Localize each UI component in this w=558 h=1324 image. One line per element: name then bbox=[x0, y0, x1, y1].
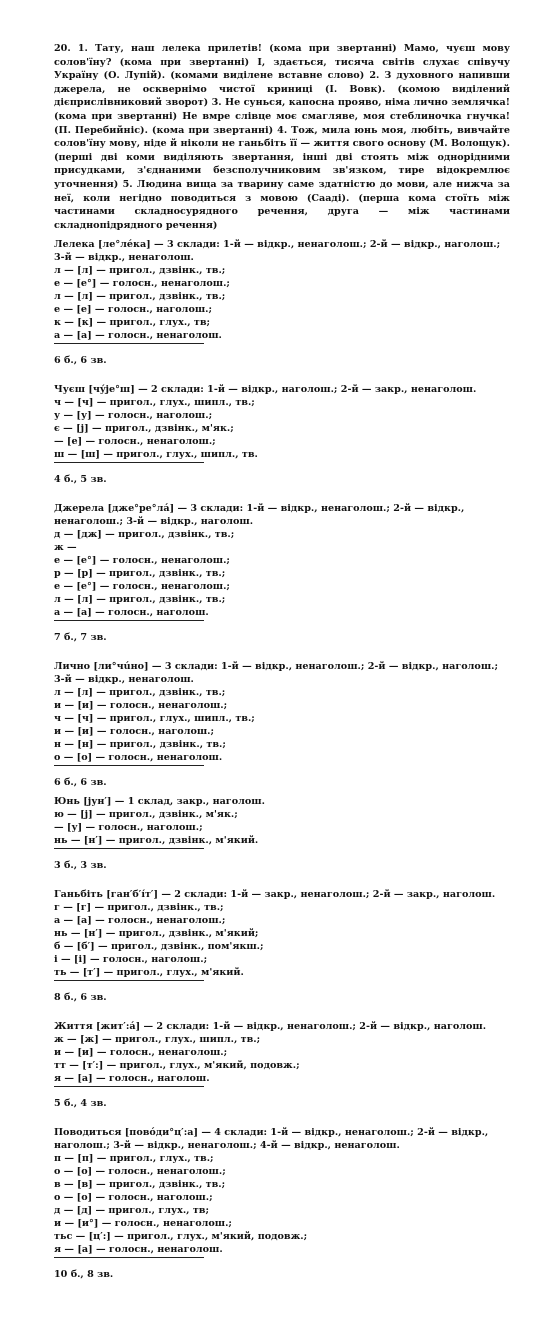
sound-line: и — [и] — голосн., наголош.; bbox=[54, 726, 215, 738]
sound-line: ж — [ж] — пригол., глух., шипл., тв.; bbox=[54, 1034, 261, 1046]
word-analysis-block bbox=[54, 238, 510, 367]
sound-line: — [е] — голосн., ненаголош.; bbox=[54, 436, 216, 448]
sound-line: а — [а] — голосн., ненаголош.; bbox=[54, 915, 226, 927]
sound-line: е — [е] — голосн., наголош.; bbox=[54, 304, 213, 316]
sound-line: о — [о] — голосн., ненаголош.; bbox=[54, 1166, 226, 1178]
word-transcription-heading: Джерела [дже°ре°лá] — 3 склади: 1-й — відкр., ненаголош.; 2-й — відкр., ненаголош.; 3-й — відкр., наголош. bbox=[54, 503, 465, 528]
sound-line: е — [е°] — голосн., ненаголош.; bbox=[54, 278, 230, 290]
sound-line: ч — [ч] — пригол., глух., шипл., тв.; bbox=[54, 713, 255, 725]
sound-line: нь — [н′] — пригол., дзвінк., м'який. bbox=[54, 835, 259, 847]
phonetic-analysis-list bbox=[0, 238, 558, 1281]
word-analysis-block bbox=[54, 383, 510, 486]
sound-line: д — [д] — пригол., глух., тв; bbox=[54, 1205, 209, 1217]
underline-rule bbox=[54, 1086, 204, 1087]
sound-line: п — [п] — пригол., глух., тв.; bbox=[54, 1153, 214, 1165]
exercise-paragraph bbox=[54, 42, 510, 232]
underline-rule bbox=[54, 462, 204, 463]
sound-line: нь — [н′] — пригол., дзвінк., м'який; bbox=[54, 928, 259, 940]
sound-line: б — [б′] — пригол., дзвінк., пом'якш.; bbox=[54, 941, 264, 953]
word-analysis-block bbox=[54, 1020, 510, 1110]
sound-line: л — [л] — пригол., дзвінк., тв.; bbox=[54, 265, 226, 277]
sound-line: и — [и°] — голосн., ненаголош.; bbox=[54, 1218, 232, 1230]
sound-line: и — [и] — голосн., ненаголош.; bbox=[54, 1047, 228, 1059]
sound-line: в — [в] — пригол., дзвінк., тв.; bbox=[54, 1179, 226, 1191]
underline-rule bbox=[54, 620, 204, 621]
letters-sounds-summary: 8 б., 6 зв. bbox=[54, 992, 107, 1004]
sound-line: е — [е°] — голосн., ненаголош.; bbox=[54, 555, 230, 567]
sound-line: я — [а] — голосн., ненаголош. bbox=[54, 1244, 223, 1256]
sound-line: тт — [т′:] — пригол., глух., м'який, подовж.; bbox=[54, 1060, 300, 1072]
sound-line: у — [у] — голосн., наголош.; bbox=[54, 410, 213, 422]
letters-sounds-summary: 10 б., 8 зв. bbox=[54, 1269, 114, 1281]
sound-line: д — [дж] — пригол., дзвінк., тв.; bbox=[54, 529, 235, 541]
word-transcription-heading: Чуєш [чýје°ш] — 2 склади: 1-й — відкр., наголош.; 2-й — закр., ненаголош. bbox=[54, 384, 477, 396]
sound-line: ю — [ј] — пригол., дзвінк., м'як.; bbox=[54, 809, 238, 821]
sound-line: л — [л] — пригол., дзвінк., тв.; bbox=[54, 687, 226, 699]
underline-rule bbox=[54, 1257, 204, 1258]
letters-sounds-summary: 4 б., 5 зв. bbox=[54, 474, 107, 486]
word-analysis-block bbox=[54, 795, 510, 872]
letters-sounds-summary: 5 б., 4 зв. bbox=[54, 1098, 107, 1110]
document-page bbox=[0, 42, 558, 1281]
word-analysis-block bbox=[54, 502, 510, 644]
exercise-text: 1. Тату, наш лелека прилетів! (кома при звертанні) Мамо, чуєш мову солов'їну? (кома при звертанні) І, здається, тисяча світів слухає співучу Україну (О. Лупій). (комами виділене вставне слово) 2. З духовного напивши джерела, не осквернімо чистої криниці (І. Вовк). (комою виділений дієприслівниковий зворот) 3. Не сунься, капосна прояво, німа лично землячка! (кома при звертанні) Не вмре слівце моє смагляве, моя стеблиночка гнучка! (П. Перебийніс). (кома при звертанні) 4. Тож, мила юнь моя, любіть, вивчайте солов'їну мову, ніде й ніколи не ганьбіть її — життя свого основу (М. Волощук). (перші дві коми виділяють звертання, інші дві стоять між однорідними присудками, з'єднаними безсполучниковим зв'язком, тире відокремлює уточнення) 5. Людина вища за тварину саме здатністю до мови, але нижча за неї, коли негідно поводиться з мовою (Сааді). (перша кома стоїть між частинами складносурядного речення, друга — між частинами складнопідрядного речення) bbox=[54, 43, 510, 231]
letters-sounds-summary: 7 б., 7 зв. bbox=[54, 632, 107, 644]
word-analysis-block bbox=[54, 660, 510, 789]
word-analysis-block bbox=[54, 888, 510, 1004]
word-transcription-heading: Лелека [ле°лéка] — 3 склади: 1-й — відкр., ненаголош.; 2-й — відкр., наголош.; 3-й — відкр., ненаголош. bbox=[54, 239, 501, 264]
sound-line: тьс — [ц′:] — пригол., глух., м'який, подовж.; bbox=[54, 1231, 308, 1243]
sound-line: е — [е°] — голосн., ненаголош.; bbox=[54, 581, 230, 593]
letters-sounds-summary: 6 б., 6 зв. bbox=[54, 777, 107, 789]
sound-line: а — [а] — голосн., наголош. bbox=[54, 607, 209, 619]
sound-line: н — [н] — пригол., дзвінк., тв.; bbox=[54, 739, 226, 751]
sound-line: и — [и] — голосн., ненаголош.; bbox=[54, 700, 228, 712]
sound-line: ж — bbox=[54, 542, 77, 554]
sound-line: я — [а] — голосн., наголош. bbox=[54, 1073, 210, 1085]
sound-line: о — [о] — голосн., ненаголош. bbox=[54, 752, 223, 764]
letters-sounds-summary: 6 б., 6 зв. bbox=[54, 355, 107, 367]
sound-line: є — [ј] — пригол., дзвінк., м'як.; bbox=[54, 423, 234, 435]
word-transcription-heading: Поводиться [повóди°ц′:а] — 4 склади: 1-й — відкр., ненаголош.; 2-й — відкр., наголош.; 3-й — відкр., ненаголош.; 4-й — відкр., ненаголош. bbox=[54, 1127, 489, 1152]
sound-line: к — [к] — пригол., глух., тв; bbox=[54, 317, 211, 329]
sound-line: о — [о] — голосн., наголош.; bbox=[54, 1192, 213, 1204]
sound-line: ч — [ч] — пригол., глух., шипл., тв.; bbox=[54, 397, 255, 409]
sound-line: ш — [ш] — пригол., глух., шипл., тв. bbox=[54, 449, 258, 461]
sound-line: а — [а] — голосн., ненаголош. bbox=[54, 330, 222, 342]
sound-line: р — [р] — пригол., дзвінк., тв.; bbox=[54, 568, 226, 580]
sound-line: г — [г] — пригол., дзвінк., тв.; bbox=[54, 902, 224, 914]
word-transcription-heading: Життя [жит′:á] — 2 склади: 1-й — відкр., ненаголош.; 2-й — відкр., наголош. bbox=[54, 1021, 487, 1033]
underline-rule bbox=[54, 765, 204, 766]
letters-sounds-summary: 3 б., 3 зв. bbox=[54, 860, 107, 872]
underline-rule bbox=[54, 343, 204, 344]
sound-line: — [у] — голосн., наголош.; bbox=[54, 822, 203, 834]
word-transcription-heading: Лично [ли°чúно] — 3 склади: 1-й — відкр., ненаголош.; 2-й — відкр., наголош.; 3-й — відкр., ненаголош. bbox=[54, 661, 499, 686]
sound-line: ть — [т′] — пригол., глух., м'який. bbox=[54, 967, 244, 979]
underline-rule bbox=[54, 980, 204, 981]
word-transcription-heading: Ганьбіть [ган′б′íт′] — 2 склади: 1-й — закр., ненаголош.; 2-й — закр., наголош. bbox=[54, 889, 496, 901]
sound-line: л — [л] — пригол., дзвінк., тв.; bbox=[54, 594, 226, 606]
underline-rule bbox=[54, 848, 204, 849]
sound-line: і — [і] — голосн., наголош.; bbox=[54, 954, 208, 966]
word-analysis-block bbox=[54, 1126, 510, 1281]
exercise-number: 20. bbox=[54, 43, 71, 54]
sound-line: л — [л] — пригол., дзвінк., тв.; bbox=[54, 291, 226, 303]
word-transcription-heading: Юнь [јун′] — 1 склад, закр., наголош. bbox=[54, 796, 265, 808]
